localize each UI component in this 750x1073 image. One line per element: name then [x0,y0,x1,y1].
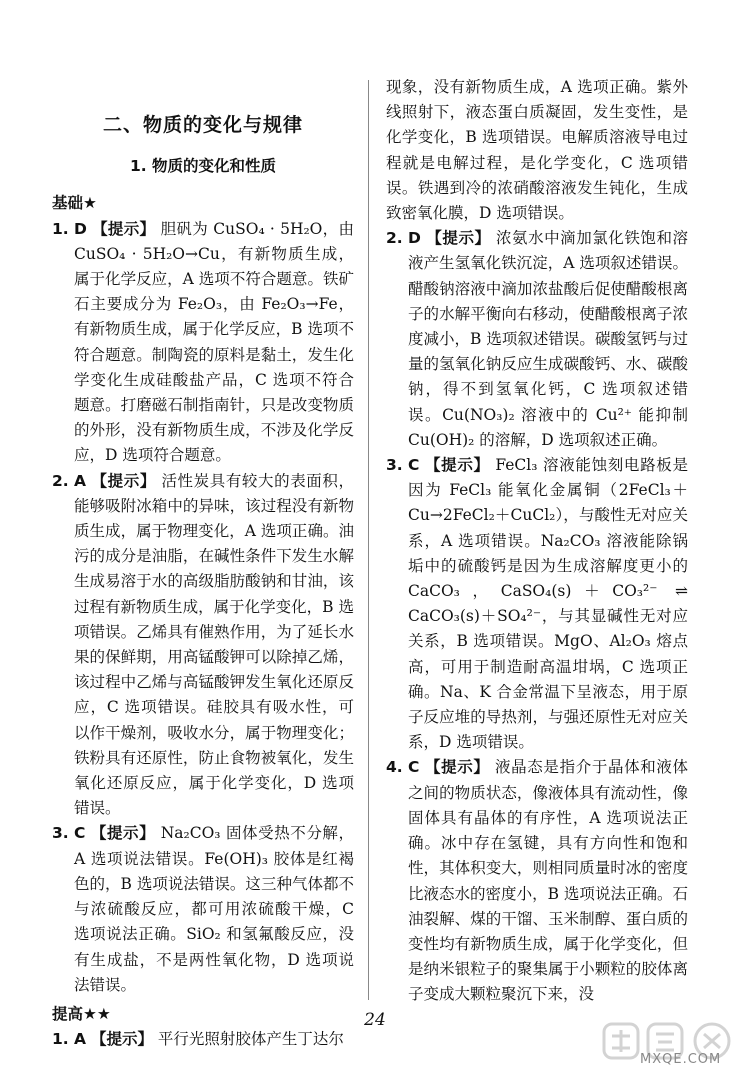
page-number: 24 [364,1010,386,1030]
column-divider [368,80,369,1000]
level-basic-heading: 基础★ [52,194,97,213]
section-title: 二、物质的变化与规律 [102,114,303,136]
left-column [52,75,354,1052]
item-explanation: 平行光照射胶体产生丁达尔 [157,1030,344,1049]
item-number: 3. [386,456,403,475]
tip-label: 【提示】 [90,1030,153,1049]
continued-explanation: 现象，没有新物质生成，A 选项正确。紫外线照射下，液态蛋白质凝固，发生变性，是化学变化，B 选项错误。电解质溶液导电过程就是电解过程，是化学变化，C 选项错误。铁遇到冷的浓硝酸溶液发生钝化，生成致密氧化膜，D 选项错误。 [386,78,688,223]
item-number: 1. [52,1030,69,1049]
item-explanation: Na₂CO₃ 固体受热不分解，A 选项说法错误。Fe(OH)₃ 胶体是红褐色的，B 选项说法错误。这三种气体都不与浓硫酸反应，都可用浓硫酸干燥，C 选项说法正确。SiO₂ 和氢氟酸反应，没有生成盐，不是两性氧化物，D 选项说法错误。 [74,824,354,994]
item-number: 2. [386,229,403,248]
tip-label: 【提示】 [426,229,491,248]
answer-item-advanced-1 [52,1027,354,1052]
item-number: 1. [52,219,69,238]
item-answer: C [408,758,420,777]
item-explanation: FeCl₃ 溶液能蚀刻电路板是因为 FeCl₃ 能氧化金属铜（2FeCl₃＋Cu→2FeCl₂＋CuCl₂），与酸性无对应关系，A 选项错误。Na₂CO₃ 溶液能除锅垢中的硫酸钙是因为生成溶解度更小的CaCO₃，CaSO₄(s)＋CO₃²⁻ ⇌ CaCO₃(s)＋SO₄²⁻，与其显碱性无对应关系，B 选项错误。MgO、Al₂O₃ 熔点高，可用于制造耐高温坩埚，C 选项正确。Na、K 合金常温下呈液态，用于原子反应堆的导热剂，与强还原性无对应关系，D 选项错误。 [408,456,688,752]
tip-label: 【提示】 [91,471,156,490]
item-explanation: 活性炭具有较大的表面积，能够吸附冰箱中的异味，该过程没有新物质生成，属于物理变化，A 选项正确。油污的成分是油脂，在碱性条件下发生水解生成易溶于水的高级脂肪酸钠和甘油，该过程有新物质生成，属于化学变化，B 选项错误。乙烯具有催熟作用，为了延长水果的保鲜期，用高锰酸钾可以除掉乙烯，该过程中乙烯与高锰酸钾发生氧化还原反应，C 选项错误。硅胶具有吸水性，可以作干燥剂，吸收水分，属于物理变化；铁粉具有还原性，防止食物被氧化，发生氧化还原反应，属于化学变化，D 选项错误。 [74,471,354,818]
item-answer: D [74,219,87,238]
watermark-text: MXQE.COM [640,1052,722,1067]
item-explanation: 浓氨水中滴加氯化铁饱和溶液产生氢氧化铁沉淀，A 选项叙述错误。醋酸钠溶液中滴加浓盐酸后促使醋酸根离子的水解平衡向右移动，使醋酸根离子浓度减小，B 选项叙述错误。碳酸氢钙与过量的氢氧化钠反应生成碳酸钙、水、碳酸钠，得不到氢氧化钙，C 选项叙述错误。Cu(NO₃)₂ 溶液中的 Cu²⁺ 能抑制 Cu(OH)₂ 的溶解，D 选项叙述正确。 [408,229,688,449]
answer-item-basic-1 [52,217,354,469]
answer-item-advanced-2 [386,226,688,453]
level-advanced-heading: 提高★★ [52,1004,111,1023]
right-column [386,75,688,1008]
item-answer: A [74,1030,86,1049]
item-explanation: 胆矾为 CuSO₄ · 5H₂O，由 CuSO₄ · 5H₂O→Cu，有新物质生成，属于化学反应，A 选项不符合题意。铁矿石主要成分为 Fe₂O₃，由 Fe₂O₃→Fe，有新物质生成，属于化学反应，B 选项不符合题意。制陶瓷的原料是黏土，发生化学变化生成硅酸盐产品，C 选项不符合题意。打磨磁石制指南针，只是改变物质的外形，没有新物质生成，不涉及化学反应，D 选项符合题意。 [74,219,354,465]
tip-label: 【提示】 [90,824,156,843]
item-number: 2. [52,471,69,490]
answer-item-advanced-4 [386,755,688,1007]
tip-label: 【提示】 [92,219,156,238]
item-answer: C [74,824,86,843]
item-explanation: 液晶态是指介于晶体和液体之间的物质状态，像液体具有流动性，像固体具有晶体的有序性，A 选项说法正确。冰中存在氢键，具有方向性和饱和性，其体积变大，则相同质量时冰的密度比液态水的密度小，B 选项说法正确。石油裂解、煤的干馏、玉米制醇、蛋白质的变性均有新物质生成，属于化学变化，但是纳米银粒子的聚集属于小颗粒的胶体离子变成大颗粒聚沉下来，没 [408,758,688,1004]
answer-item-advanced-3 [386,453,688,755]
tip-label: 【提示】 [425,456,490,475]
tip-label: 【提示】 [424,758,490,777]
item-answer: A [74,471,86,490]
subsection-title: 1. 物质的变化和性质 [129,157,277,176]
item-answer: D [408,229,421,248]
answer-item-basic-2 [52,469,354,822]
item-answer: C [408,456,420,475]
item-number: 4. [386,758,403,777]
answer-item-basic-3 [52,821,354,997]
item-number: 3. [52,824,69,843]
